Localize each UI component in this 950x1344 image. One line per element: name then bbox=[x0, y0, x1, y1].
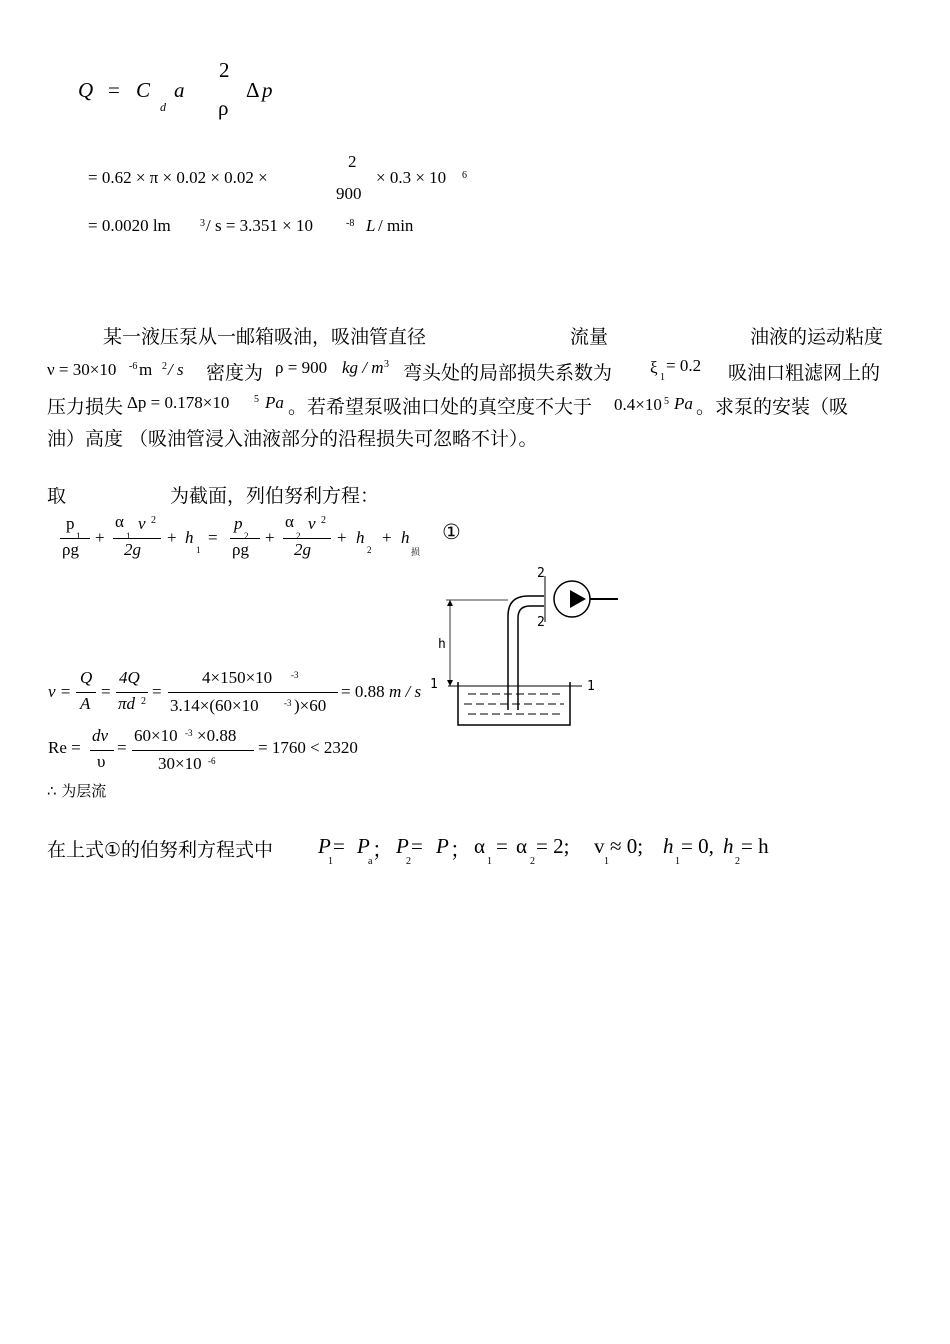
problem-vac-unit: Pa bbox=[674, 394, 693, 413]
bern-frac-bar-3 bbox=[230, 538, 260, 539]
problem-dp-exp: 5 bbox=[254, 394, 259, 405]
eq2-numerator: 2 bbox=[348, 152, 357, 171]
bern-h2-sub: 2 bbox=[367, 545, 372, 555]
problem-density-label: 密度为 bbox=[206, 362, 264, 384]
final-v1-sub: 1 bbox=[604, 856, 609, 867]
bern-plus-3: + bbox=[265, 528, 275, 547]
eq3-unit: L bbox=[366, 216, 376, 235]
vel-num-exp: -3 bbox=[291, 670, 299, 680]
bern-h-loss: h bbox=[401, 528, 410, 547]
bern-p1-sub: 1 bbox=[76, 531, 81, 541]
vel-den: 3.14×(60×10 bbox=[170, 696, 259, 715]
eq3-mid: / s = 3.351 × 10 bbox=[206, 216, 314, 235]
re-eq: = bbox=[117, 738, 127, 757]
problem-rho: ρ = 900 bbox=[275, 358, 328, 377]
eq1-denominator: ρ bbox=[218, 96, 229, 120]
bern-v1-sq: 2 bbox=[151, 515, 156, 526]
bern-frac-bar-1 bbox=[60, 538, 90, 539]
vel-v: v = bbox=[48, 682, 72, 701]
problem-xi: ξ bbox=[650, 358, 658, 377]
final-eq-2: = bbox=[411, 834, 423, 858]
vel-unit: m / s bbox=[389, 682, 422, 701]
bern-v2-sq: 2 bbox=[321, 515, 326, 526]
re-num-exp: -3 bbox=[185, 728, 193, 738]
bern-h-loss-sub: 损 bbox=[411, 548, 421, 558]
vel-pi-d: πd bbox=[118, 694, 136, 713]
label-1-left: 1 bbox=[430, 677, 438, 692]
eq1-equals: = bbox=[108, 78, 120, 102]
eq3-exp1: 3 bbox=[200, 218, 205, 229]
label-2-bottom: 2 bbox=[537, 615, 545, 630]
laminar-conclusion: ∴ 为层流 bbox=[47, 782, 107, 800]
vel-eq-2: = bbox=[152, 682, 162, 701]
vel-4Q: 4Q bbox=[119, 668, 140, 687]
vel-den-tail: )×60 bbox=[294, 696, 327, 715]
problem-nu: ν = 30×10 bbox=[47, 360, 117, 379]
bern-p1: p bbox=[66, 514, 75, 533]
problem-nu-exp: -6 bbox=[129, 361, 138, 372]
problem-vac: 0.4×10 bbox=[614, 395, 662, 414]
solution-take: 取 bbox=[47, 485, 67, 507]
final-Pa: P bbox=[357, 834, 370, 858]
eq1-Q: Q bbox=[78, 78, 94, 102]
final-alpha1: α bbox=[474, 834, 486, 858]
suction-pipe-outer bbox=[508, 596, 544, 710]
problem-dp: Δp = 0.178×10 bbox=[127, 393, 230, 412]
eq3-tail: / min bbox=[378, 216, 414, 235]
re-num: 60×10 bbox=[134, 726, 178, 745]
re-den-exp: -6 bbox=[208, 756, 216, 766]
bern-h1-sub: 1 bbox=[196, 545, 201, 555]
final-Pa-sub: a bbox=[368, 856, 373, 867]
final-h1-sub: 1 bbox=[675, 856, 680, 867]
final-eq-alpha: = bbox=[496, 834, 508, 858]
re-frac-bar-1 bbox=[90, 750, 114, 751]
eq1-C: C bbox=[136, 78, 151, 102]
solution-take-section: 为截面，列伯努利方程： bbox=[170, 485, 380, 507]
problem-line1-b: 流量 bbox=[570, 326, 609, 348]
bern-v1: v bbox=[138, 514, 146, 533]
re-frac-bar-2 bbox=[132, 750, 254, 751]
eq1-a: a bbox=[174, 78, 185, 102]
problem-line1-c: 油液的运动粘度 bbox=[750, 326, 884, 348]
problem-vac-exp: 5 bbox=[664, 396, 669, 407]
eq1-p: p bbox=[262, 78, 273, 102]
vel-Q: Q bbox=[80, 668, 93, 687]
pump-suction-diagram bbox=[420, 560, 640, 735]
re-upsilon: υ bbox=[97, 752, 106, 771]
bern-alpha-1-sub: 1 bbox=[126, 531, 131, 541]
final-P2-sub: 2 bbox=[406, 856, 411, 867]
eq1-delta: Δ bbox=[246, 78, 260, 102]
vel-frac-bar-3 bbox=[168, 692, 338, 693]
label-1-right: 1 bbox=[587, 679, 595, 694]
eq2-right: × 0.3 × 10 bbox=[376, 168, 447, 187]
problem-line4: 油）高度 （吸油管浸入油液部分的沿程损失可忽略不计）。 bbox=[47, 428, 538, 450]
bern-p2-sub: 2 bbox=[244, 531, 249, 541]
bern-alpha-2-sub: 2 bbox=[296, 531, 301, 541]
label-h: h bbox=[438, 637, 446, 652]
vel-den-exp: -3 bbox=[284, 698, 292, 708]
final-alpha-val: = 2; bbox=[536, 834, 570, 858]
eq3-left: = 0.0020 lm bbox=[88, 216, 171, 235]
final-h2-sub: 2 bbox=[735, 856, 740, 867]
bern-2g-1: 2g bbox=[124, 540, 141, 559]
re-num-tail: ×0.88 bbox=[197, 726, 237, 745]
problem-rho-exp: 3 bbox=[384, 359, 389, 370]
label-2-top: 2 bbox=[537, 566, 545, 581]
bern-alpha-1: α bbox=[115, 512, 124, 531]
bern-frac-bar-4 bbox=[283, 538, 331, 539]
problem-line1-a: 某一液压泵从一邮箱吸油，吸油管直径 bbox=[103, 326, 427, 348]
final-prefix: 在上式①的伯努利方程式中 bbox=[47, 839, 274, 861]
eq2-left: = 0.62 × π × 0.02 × 0.02 × bbox=[88, 168, 268, 187]
height-arrow-up-icon bbox=[447, 600, 453, 606]
re-label: Re = bbox=[48, 738, 81, 757]
final-P1-sub: 1 bbox=[328, 856, 333, 867]
vel-num: 4×150×10 bbox=[202, 668, 273, 687]
eq2-exponent: 6 bbox=[462, 170, 467, 181]
eq3-exp2: -8 bbox=[346, 218, 355, 229]
vel-frac-bar-1 bbox=[76, 692, 96, 693]
bern-plus-1: + bbox=[95, 528, 105, 547]
bern-circled-one: ① bbox=[442, 520, 461, 544]
problem-xi-val: = 0.2 bbox=[666, 356, 702, 375]
final-semicolon-2: ； bbox=[450, 838, 471, 862]
final-h1-val: = 0, bbox=[681, 834, 714, 858]
bern-h1: h bbox=[185, 528, 194, 547]
problem-xi-sub: 1 bbox=[660, 372, 665, 383]
problem-bend-label: 弯头处的局部损失系数为 bbox=[403, 362, 613, 384]
problem-rho-unit: kg / m bbox=[342, 358, 384, 377]
problem-inlet-label: 吸油口粗滤网上的 bbox=[728, 362, 881, 384]
re-dv: dv bbox=[92, 726, 109, 745]
final-P: P bbox=[436, 834, 449, 858]
final-h2: h bbox=[723, 834, 734, 858]
final-h2-val: = h bbox=[741, 834, 769, 858]
eq1-numerator: 2 bbox=[219, 58, 230, 82]
height-arrow-down-icon bbox=[447, 680, 453, 686]
vel-A: A bbox=[80, 694, 91, 713]
problem-nu-unit: m bbox=[139, 360, 153, 379]
vel-frac-bar-2 bbox=[116, 692, 148, 693]
bern-alpha-2: α bbox=[285, 512, 294, 531]
vel-eq-1: = bbox=[101, 682, 111, 701]
bern-frac-bar-2 bbox=[113, 538, 161, 539]
bern-rho-g-1: ρg bbox=[62, 540, 79, 559]
eq1-d-sub: d bbox=[160, 100, 166, 114]
problem-nu-exp2: 2 bbox=[162, 361, 167, 372]
vel-result: = 0.88 bbox=[341, 682, 385, 701]
problem-line3-a: 压力损失 bbox=[47, 396, 124, 418]
bern-equals: = bbox=[208, 528, 218, 547]
final-alpha2: α bbox=[516, 834, 528, 858]
problem-line3-c: 。求泵的安装（吸 bbox=[696, 396, 849, 418]
final-alpha2-sub: 2 bbox=[530, 856, 535, 867]
final-eq-1: = bbox=[333, 834, 345, 858]
final-approx: ≈ 0; bbox=[610, 834, 644, 858]
final-alpha1-sub: 1 bbox=[487, 856, 492, 867]
final-h1: h bbox=[663, 834, 674, 858]
bern-p2: p bbox=[234, 514, 243, 533]
problem-dp-unit: Pa bbox=[265, 393, 284, 412]
problem-nu-unit2: / s bbox=[168, 360, 184, 379]
bern-h2: h bbox=[356, 528, 365, 547]
bern-2g-2: 2g bbox=[294, 540, 311, 559]
bern-plus-5: + bbox=[382, 528, 392, 547]
re-result: = 1760 < 2320 bbox=[258, 738, 358, 757]
final-P2: P bbox=[396, 834, 409, 858]
final-P1: P bbox=[318, 834, 331, 858]
final-v1: v bbox=[594, 834, 605, 858]
problem-line3-b: 。若希望泵吸油口处的真空度不大于 bbox=[288, 396, 593, 418]
bern-v2: v bbox=[308, 514, 316, 533]
eq2-denominator: 900 bbox=[336, 184, 362, 203]
bern-plus-4: + bbox=[337, 528, 347, 547]
vel-d-sq: 2 bbox=[141, 696, 146, 707]
re-den: 30×10 bbox=[158, 754, 202, 773]
bern-rho-g-2: ρg bbox=[232, 540, 249, 559]
final-semicolon-1: ； bbox=[372, 838, 393, 862]
bern-plus-2: + bbox=[167, 528, 177, 547]
